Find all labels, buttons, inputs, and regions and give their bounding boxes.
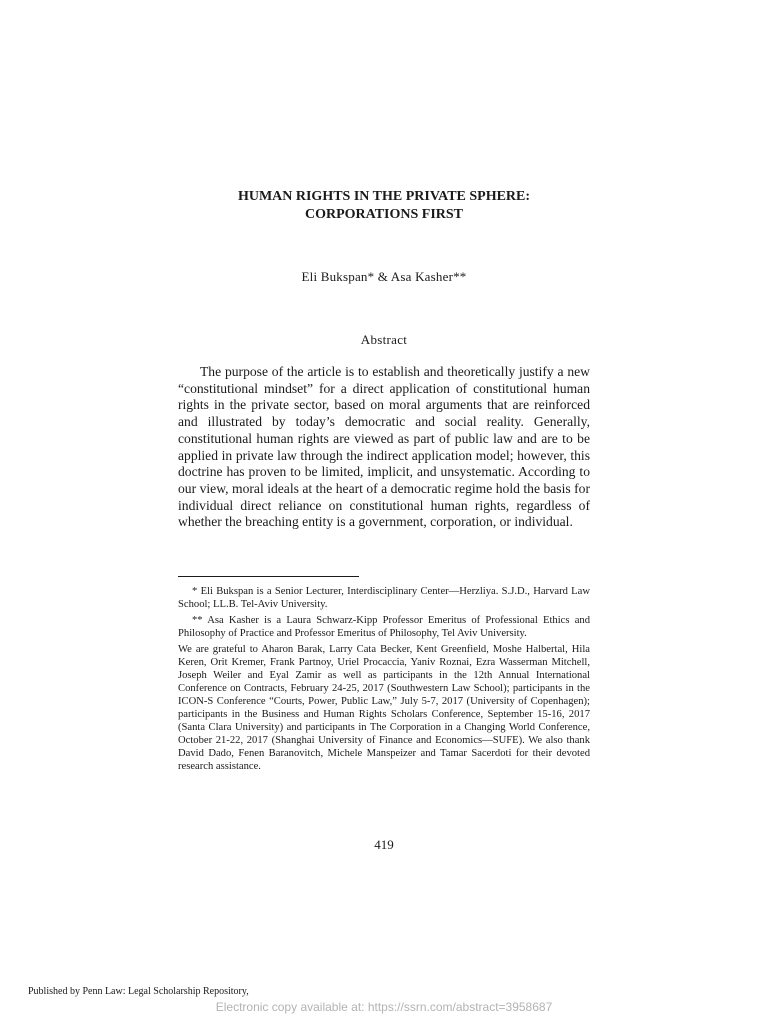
- article-title: [0, 188, 768, 224]
- footnote-divider: [178, 576, 359, 577]
- footnote-author-2: ** Asa Kasher is a Laura Schwarz-Kipp Professor Emeritus of Professional Ethics and Philosophy of Practice and Professor Emeritus of Philosophy, Tel Aviv University.: [178, 615, 590, 639]
- abstract-text: The purpose of the article is to establish and theoretically justify a new “constitutional mindset” for a direct application of constitutional human rights in the private sector, based on moral arguments that are reinforced and illustrated by today’s democratic and social reality. Generally, constitutional human rights are viewed as part of public law and are to be applied in private law through the indirect application model; however, this doctrine has proven to be limited, implicit, and unsystematic. According to our view, moral ideals at the heart of a democratic regime hold the basis for individual direct reliance on constitutional human rights, regardless of whether the breaching entity is a government, corporation, or individual.: [178, 364, 590, 530]
- footnotes: [178, 585, 590, 776]
- publisher-note: Published by Penn Law: Legal Scholarship Repository,: [28, 986, 249, 997]
- footnote-acknowledgments: We are grateful to Aharon Barak, Larry Cata Becker, Kent Greenfield, Moshe Halbertal, Hila Keren, Orit Kremer, Frank Partnoy, Uriel Procaccia, Yaniv Roznai, Ezra Wasserman Mitchell, Joseph Weiler and Eyal Zamir as well as participants in the 12th Annual International Conference on Contracts, February 24-25, 2017 (Southwestern Law School); participants in the ICON-S Conference “Courts, Power, Public Law,” July 5-7, 2017 (University of Copenhagen); participants in the Business and Human Rights Scholars Conference, September 15-16, 2017 (Santa Clara University) and participants in The Corporation in a Changing World Conference, October 21-22, 2017 (Shanghai University of Finance and Economics—SUFE). We also thank David Dado, Fenen Baranovitch, Michele Manspeizer and Tamar Sacerdoti for their devoted research assistance.: [178, 644, 590, 772]
- page-number: 419: [374, 837, 394, 852]
- ssrn-availability-link[interactable]: Electronic copy available at: https://ssrn.com/abstract=3958687: [215, 1000, 553, 1014]
- article-title-line-1: HUMAN RIGHTS IN THE PRIVATE SPHERE:: [237, 189, 531, 204]
- footnote-author-1: * Eli Bukspan is a Senior Lecturer, Interdisciplinary Center—Herzliya. S.J.D., Harvard Law School; LL.B. Tel-Aviv University.: [178, 586, 590, 610]
- abstract-heading: Abstract: [360, 332, 408, 347]
- article-title-line-2: CORPORATIONS FIRST: [304, 207, 464, 222]
- author-line: Eli Bukspan* & Asa Kasher**: [301, 269, 467, 284]
